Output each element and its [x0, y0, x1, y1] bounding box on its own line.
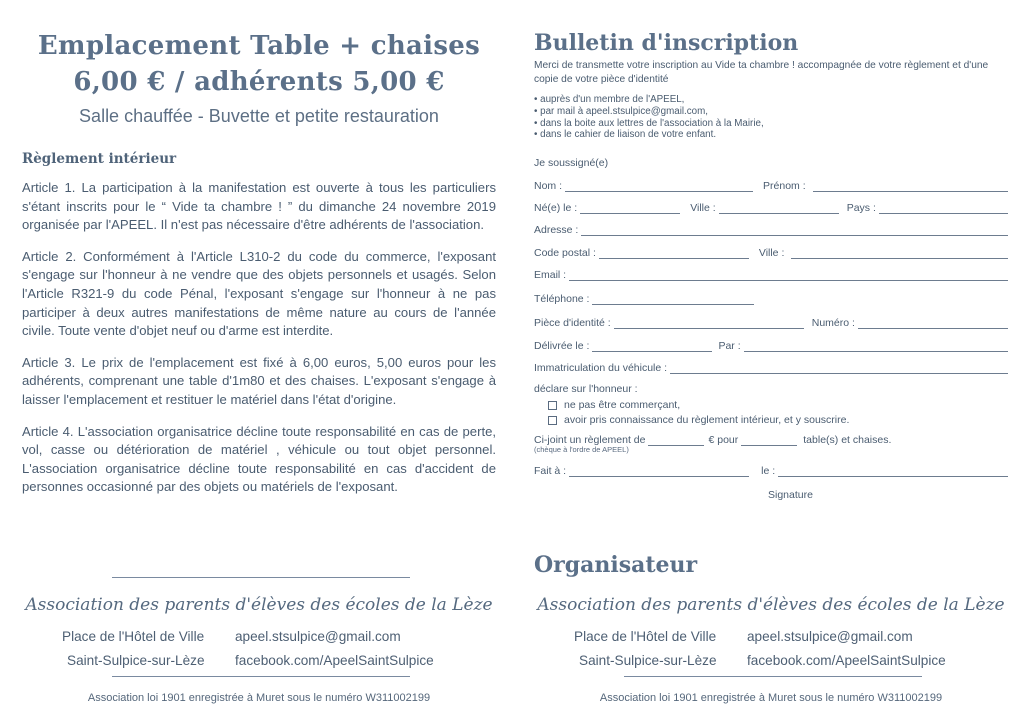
ville2-label: Ville :	[758, 247, 785, 259]
bulletin-title: Bulletin d'inscription	[534, 30, 799, 56]
contact-email: apeel.stsulpice@gmail.com	[235, 629, 401, 644]
euro-pour-label: € pour	[708, 434, 739, 446]
code-postal-field[interactable]	[599, 249, 749, 259]
ville-label: Ville :	[690, 202, 716, 214]
ne-le-label: Né(e) le :	[534, 202, 578, 214]
fait-a-field[interactable]	[569, 467, 749, 477]
le-label: le :	[761, 465, 776, 477]
association-name: Association des parents d'élèves des écoles de la Lèze	[25, 595, 493, 615]
email-field[interactable]	[569, 271, 1008, 281]
price-heading-line1: Emplacement Table + chaises	[37, 31, 481, 61]
tables-label: table(s) et chaises.	[803, 434, 892, 446]
list-item: • par mail à apeel.stsulpice@gmail.com,	[534, 106, 1008, 118]
ville2-field[interactable]	[791, 249, 1008, 259]
declare-row	[534, 381, 1008, 395]
soussigne-label: Je soussigné(e)	[534, 157, 609, 169]
prenom-field[interactable]	[813, 182, 1008, 192]
address-line2: Saint-Sulpice-sur-Lèze	[67, 653, 205, 668]
nom-field[interactable]	[565, 182, 753, 192]
right-page	[534, 0, 1008, 724]
pays-label: Pays :	[846, 202, 876, 214]
signed-row	[534, 463, 1008, 477]
divider	[112, 676, 410, 677]
fait-a-label: Fait à :	[534, 465, 567, 477]
par-label: Par :	[718, 340, 741, 352]
check1-row	[548, 398, 1022, 412]
numero-field[interactable]	[858, 319, 1008, 329]
par-field[interactable]	[744, 342, 1008, 352]
article-1: Article 1. La participation à la manifestation est ouverte à tous les particuliers s'étant inscrits pour le “ Vide ta chambre ! ” du dimanche 24 novembre 2019 organisée par l'APEEL. Il n'est pas nécessaire d'être adhérents de l'association.	[22, 180, 496, 233]
list-item: • auprès d'un membre de l'APEEL,	[534, 94, 1008, 106]
nom-label: Nom :	[534, 180, 563, 192]
address-line1: Place de l'Hôtel de Ville	[574, 629, 717, 644]
submission-methods	[534, 94, 1008, 141]
legal-notice: Association loi 1901 enregistrée à Muret sous le numéro W311002199	[87, 692, 431, 704]
adresse-field[interactable]	[581, 226, 1008, 236]
organizer-title: Organisateur	[534, 552, 698, 578]
list-item: • dans le cahier de liaison de votre enfant.	[534, 129, 1008, 141]
piece-field[interactable]	[614, 319, 804, 329]
declare-label: déclare sur l'honneur :	[534, 383, 638, 395]
name-row	[534, 178, 1008, 192]
delivree-field[interactable]	[592, 342, 712, 352]
accept-rules-checkbox[interactable]	[548, 416, 557, 425]
pays-field[interactable]	[879, 204, 1008, 214]
signature-row	[768, 487, 888, 501]
cheque-note-row	[534, 443, 1008, 454]
legal-notice: Association loi 1901 enregistrée à Muret sous le numéro W311002199	[599, 692, 943, 704]
left-page	[22, 0, 496, 724]
adresse-label: Adresse :	[534, 224, 579, 236]
le-field[interactable]	[778, 467, 1008, 477]
immat-field[interactable]	[670, 364, 1008, 374]
postal-row	[534, 245, 1008, 259]
ne-le-field[interactable]	[580, 204, 680, 214]
article-2: Article 2. Conformément à l'Article L310-2 du code du commerce, l'exposant s'engage sur l'honneur à ne vendre que des objets personnels et usagés. Selon l'Article R321-9 du code Pénal, l'exposant s'engage sur l'honneur à ne pas participer à deux autres manifestations de même nature au cours de l'année civile. Toute vente d'objet neuf ou d'arme est interdite.	[22, 248, 496, 339]
telephone-field[interactable]	[592, 295, 754, 305]
price-heading	[22, 28, 496, 100]
prenom-label: Prénom :	[763, 180, 806, 192]
birth-row	[534, 200, 1008, 214]
check2-row	[548, 413, 1022, 427]
contact-email: apeel.stsulpice@gmail.com	[747, 629, 913, 644]
code-postal-label: Code postal :	[534, 247, 596, 259]
rules-articles	[22, 179, 496, 510]
venue-subtitle: Salle chauffée - Buvette et petite restauration	[79, 106, 439, 126]
vehicle-row	[534, 360, 1008, 374]
soussigne-row	[534, 155, 1008, 169]
cijoint-label: Ci-joint un règlement de	[534, 434, 646, 446]
telephone-label: Téléphone :	[534, 293, 590, 305]
immat-label: Immatriculation du véhicule :	[534, 362, 668, 374]
contact-facebook: facebook.com/ApeelSaintSulpice	[747, 653, 946, 668]
list-item: • dans la boite aux lettres de l'association à la Mairie,	[534, 118, 1008, 130]
phone-row	[534, 291, 1008, 305]
association-name: Association des parents d'élèves des écoles de la Lèze	[537, 595, 1005, 615]
cheque-note: (chèque à l'ordre de APEEL)	[534, 445, 629, 454]
delivree-label: Délivrée le :	[534, 340, 590, 352]
bulletin-intro: Merci de transmette votre inscription au Vide ta chambre ! accompagnée de votre règlement et d'une copie de votre pièce d'identité	[534, 60, 989, 85]
signature-label: Signature	[768, 489, 813, 501]
divider	[112, 577, 410, 578]
email-label: Email :	[534, 269, 567, 281]
email-row	[534, 267, 1008, 281]
piece-label: Pièce d'identité :	[534, 317, 611, 329]
check2-label: avoir pris connaissance du règlement intérieur, et y souscrire.	[564, 414, 850, 426]
check1-label: ne pas être commerçant,	[564, 399, 681, 411]
rules-title: Règlement intérieur	[22, 151, 177, 167]
divider	[624, 676, 922, 677]
ville-field[interactable]	[719, 204, 839, 214]
article-4: Article 4. L'association organisatrice décline toute responsabilité en cas de perte, vol, casse ou détérioration de matériel , véhicule ou tout objet personnel. L'association organisatrice décline toute responsabilité en cas d'accident de personnes occasionné par des objets ou matériels de l'exposant.	[22, 423, 496, 495]
contact-facebook: facebook.com/ApeelSaintSulpice	[235, 653, 434, 668]
address-line1: Place de l'Hôtel de Ville	[62, 629, 205, 644]
delivered-row	[534, 338, 1008, 352]
address-row	[534, 222, 1008, 236]
not-merchant-checkbox[interactable]	[548, 401, 557, 410]
article-3: Article 3. Le prix de l'emplacement est fixé à 6,00 euros, 5,00 euros pour les adhérents, comprenant une table d'1m80 et des chaises. L'exposant s'engage à laisser l'emplacement et restituer le matériel dans l'état d'origine.	[22, 354, 496, 407]
address-line2: Saint-Sulpice-sur-Lèze	[579, 653, 717, 668]
price-heading-line2: 6,00 € / adhérents 5,00 €	[73, 67, 445, 97]
numero-label: Numéro :	[811, 317, 855, 329]
id-row	[534, 315, 1008, 329]
